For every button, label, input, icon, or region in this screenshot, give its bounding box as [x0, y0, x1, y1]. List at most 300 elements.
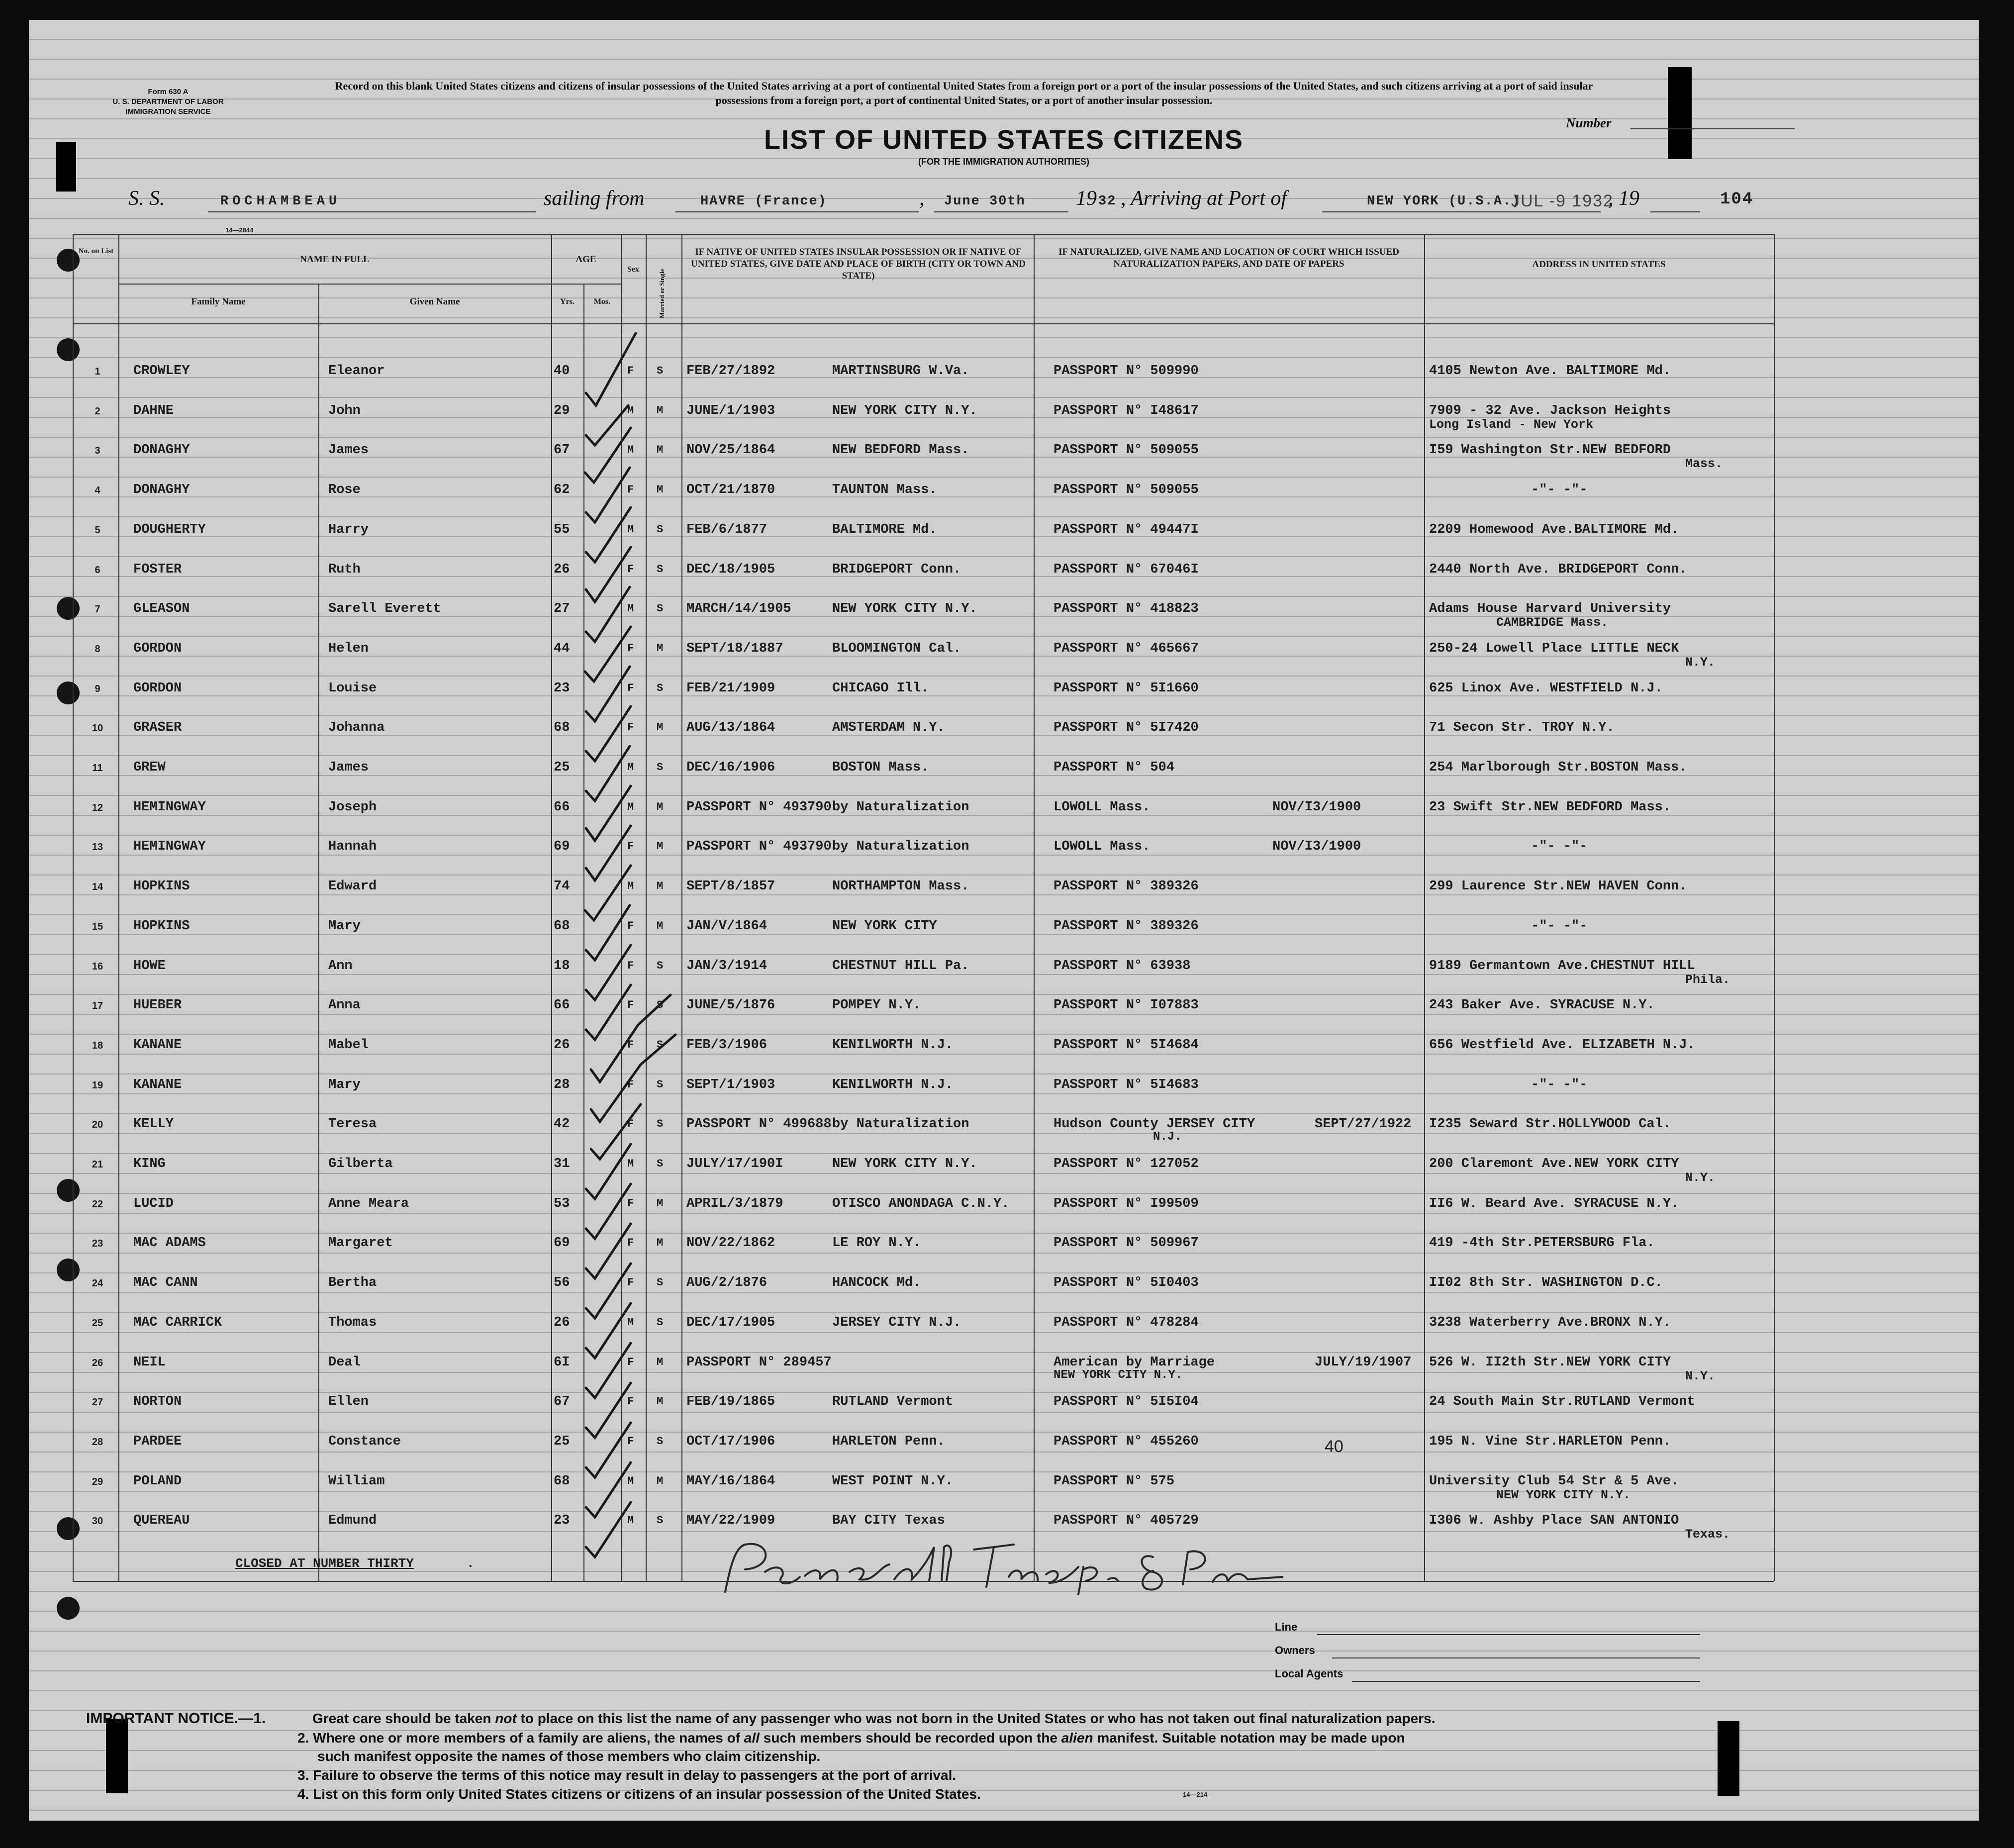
row-number: 11 [92, 763, 103, 774]
birth-place: by Naturalization [832, 799, 969, 815]
family-name: LUCID [133, 1196, 174, 1211]
given-name: Harry [328, 522, 369, 537]
address-line-1: I306 W. Ashby Place SAN ANTONIO [1429, 1513, 1679, 1529]
given-name: William [328, 1473, 385, 1489]
naturalization: PASSPORT N° 5I4683 [1054, 1077, 1199, 1092]
naturalization: LOWOLL Mass. [1054, 839, 1151, 855]
important-notice-heading: IMPORTANT NOTICE.—1. [86, 1710, 266, 1727]
birth-place: NEW YORK CITY N.Y. [832, 1157, 977, 1171]
family-name: HOPKINS [133, 918, 190, 934]
address-line-1: University Club 54 Str & 5 Ave. [1429, 1473, 1679, 1489]
age-years: 18 [554, 958, 570, 973]
sex: F [627, 1237, 634, 1250]
naturalization: American by Marriage [1054, 1355, 1215, 1370]
family-name: QUEREAU [133, 1513, 190, 1529]
table-top-border [73, 234, 1774, 235]
row-number: 25 [92, 1317, 103, 1329]
naturalization-line-2: N.J. [1153, 1130, 1182, 1144]
address-line-1: 2440 North Ave. BRIDGEPORT Conn. [1429, 562, 1687, 577]
sex: M [627, 404, 634, 417]
married-single: S [657, 1316, 664, 1329]
naturalization: PASSPORT N° 509990 [1054, 364, 1199, 379]
given-name: Constance [328, 1434, 401, 1449]
birth-place: CHICAGO Ill. [832, 681, 929, 696]
header-address: ADDRESS IN UNITED STATES [1532, 259, 1666, 270]
sex: F [627, 681, 634, 694]
row-number: 13 [92, 842, 103, 853]
birth-date: JAN/V/1864 [686, 918, 767, 934]
line-field-line [1317, 1634, 1700, 1635]
married-single: S [657, 1158, 664, 1170]
birth-date: DEC/16/1906 [686, 760, 775, 775]
row-number: 1 [95, 366, 100, 377]
age-years: 68 [554, 1473, 570, 1489]
family-name: MAC ADAMS [133, 1236, 206, 1251]
col-divider [1774, 234, 1775, 1581]
married-single: S [657, 1038, 664, 1051]
birth-date: FEB/27/1892 [686, 364, 775, 379]
address-line-1: 526 W. II2th Str.NEW YORK CITY [1429, 1355, 1671, 1370]
age-years: 23 [554, 1513, 570, 1529]
address-line-1: -"- -"- [1531, 1077, 1588, 1092]
address-line-2: Texas. [1685, 1527, 1730, 1542]
sex: F [627, 484, 634, 496]
birth-place: NEW BEDFORD Mass. [832, 443, 969, 458]
notice-item-1: Great care should be taken not to place on this list the name of any passenger who was not born in the United States or who has not taken out final naturalization papers. [312, 1711, 1436, 1726]
address-line-1: 243 Baker Ave. SYRACUSE N.Y. [1429, 998, 1655, 1013]
row-number: 12 [92, 802, 103, 813]
header-married-single: Married or Single [658, 269, 666, 318]
married-single: M [657, 1474, 664, 1487]
married-single: M [657, 484, 664, 496]
naturalization: PASSPORT N° 455260 [1054, 1434, 1199, 1449]
age-years: 66 [554, 799, 570, 815]
birth-place: OTISCO ANONDAGA C.N.Y. [832, 1196, 1010, 1211]
birth-place: by Naturalization [832, 1117, 969, 1132]
sex: F [627, 1118, 634, 1131]
birth-place: LE ROY N.Y. [832, 1236, 921, 1251]
given-name: Teresa [328, 1117, 377, 1132]
age-years: 25 [554, 1434, 570, 1449]
sex: F [627, 1197, 634, 1210]
birth-place: BOSTON Mass. [832, 760, 929, 775]
address-line-1: II6 W. Beard Ave. SYRACUSE N.Y. [1429, 1196, 1679, 1211]
family-name: HEMINGWAY [133, 839, 206, 855]
naturalization: PASSPORT N° 509967 [1054, 1236, 1199, 1251]
naturalization: PASSPORT N° 127052 [1054, 1157, 1199, 1171]
address-line-1: 71 Secon Str. TROY N.Y. [1429, 720, 1615, 736]
birth-date: JULY/17/190I [686, 1157, 783, 1171]
age-years: 56 [554, 1275, 570, 1291]
address-line-1: 4105 Newton Ave. BALTIMORE Md. [1429, 364, 1671, 379]
married-single: S [657, 1118, 664, 1131]
family-name: DONAGHY [133, 483, 190, 498]
married-single: M [657, 721, 664, 734]
address-line-1: -"- -"- [1531, 839, 1588, 855]
address-line-2: NEW YORK CITY N.Y. [1496, 1487, 1631, 1502]
sex: M [627, 444, 634, 457]
married-single: M [657, 1395, 664, 1408]
year-suffix: 32 [1098, 194, 1117, 209]
sex: F [627, 1276, 634, 1289]
sex: F [627, 563, 634, 576]
birth-date: FEB/19/1865 [686, 1394, 775, 1410]
local-agents-label: Local Agents [1275, 1667, 1343, 1680]
married-single: M [657, 1197, 664, 1210]
port-from: HAVRE (France) [700, 194, 827, 209]
naturalization: PASSPORT N° 509055 [1054, 483, 1199, 498]
naturalization-date: SEPT/27/1922 [1315, 1117, 1412, 1132]
family-name: HUEBER [133, 998, 182, 1013]
line-label: Line [1275, 1621, 1298, 1633]
sex: F [627, 959, 634, 972]
birth-date: SEPT/18/1887 [686, 641, 783, 656]
age-years: 28 [554, 1077, 570, 1092]
age-years: 26 [554, 1037, 570, 1053]
header-name-in-full: NAME IN FULL [300, 254, 370, 265]
given-name: Ruth [328, 562, 361, 577]
arriving-label: , Arriving at Port of [1121, 187, 1287, 210]
married-single: M [657, 840, 664, 853]
birth-place: NORTHAMPTON Mass. [832, 879, 969, 894]
age-years: 31 [554, 1157, 570, 1171]
birth-date: PASSPORT N° 493790 [686, 839, 832, 855]
naturalization: PASSPORT N° I99509 [1054, 1196, 1199, 1211]
naturalization: LOWOLL Mass. [1054, 799, 1151, 815]
age-years: 26 [554, 562, 570, 577]
birth-place: CHESTNUT HILL Pa. [832, 958, 969, 973]
header-given-name: Given Name [409, 296, 460, 307]
age-years: 67 [554, 1394, 570, 1410]
ship-underline [208, 211, 536, 212]
family-name: KELLY [133, 1117, 174, 1132]
birth-date: AUG/13/1864 [686, 720, 775, 736]
address-line-2: N.Y. [1685, 1170, 1716, 1185]
closed-suffix: . [467, 1556, 475, 1571]
sex: F [627, 919, 634, 932]
header-sex: Sex [627, 265, 639, 274]
row-number: 9 [95, 683, 100, 694]
row-number: 26 [92, 1357, 103, 1368]
naturalization: PASSPORT N° 63938 [1054, 958, 1191, 973]
sex: M [627, 1514, 634, 1527]
family-name: GORDON [133, 641, 182, 656]
married-single: S [657, 761, 664, 774]
birth-place: HARLETON Penn. [832, 1434, 945, 1449]
sex: F [627, 642, 634, 655]
col-divider [1034, 234, 1035, 1581]
sailing-label: sailing from [544, 187, 645, 210]
family-name: GREW [133, 760, 166, 775]
birth-date: NOV/22/1862 [686, 1236, 775, 1251]
row-number: 8 [95, 643, 100, 655]
sex: F [627, 1395, 634, 1408]
address-line-1: 7909 - 32 Ave. Jackson Heights [1429, 403, 1671, 418]
year-prefix: 19 [1076, 187, 1097, 210]
binder-hole [57, 338, 80, 361]
naturalization: PASSPORT N° 575 [1054, 1473, 1175, 1489]
age-years: 23 [554, 681, 570, 696]
family-name: KANANE [133, 1077, 182, 1092]
given-name: Hannah [328, 839, 377, 855]
naturalization: PASSPORT N° I07883 [1054, 998, 1199, 1013]
address-line-1: I235 Seward Str.HOLLYWOOD Cal. [1429, 1117, 1671, 1132]
sex: M [627, 1158, 634, 1170]
given-name: Joseph [328, 799, 377, 815]
row-number: 4 [95, 485, 100, 496]
address-line-2: CAMBRIDGE Mass. [1496, 615, 1609, 630]
naturalization: PASSPORT N° 504 [1054, 760, 1175, 775]
birth-place: POMPEY N.Y. [832, 998, 921, 1013]
family-name: GLEASON [133, 601, 190, 617]
birth-place: NEW YORK CITY [832, 918, 937, 934]
birth-date: FEB/6/1877 [686, 522, 767, 537]
age-years: 27 [554, 601, 570, 617]
naturalization-date: NOV/I3/1900 [1272, 799, 1361, 815]
col-divider [318, 284, 319, 1581]
naturalization: PASSPORT N° 389326 [1054, 918, 1199, 934]
row-number: 23 [92, 1238, 103, 1250]
given-name: Anna [328, 998, 361, 1013]
sex: F [627, 1356, 634, 1368]
naturalization-date: JULY/19/1907 [1315, 1355, 1412, 1370]
family-name: KING [133, 1157, 166, 1171]
form-code-bottom: 14—214 [1183, 1791, 1208, 1798]
age-years: 69 [554, 1236, 570, 1251]
header-mos: Mos. [593, 297, 611, 306]
arrival-stamp: JUL -9 1932 [1511, 192, 1614, 210]
naturalization: PASSPORT N° 49447I [1054, 522, 1199, 537]
birth-date: PASSPORT N° 289457 [686, 1355, 832, 1370]
row-number: 10 [92, 723, 103, 734]
age-years: 62 [554, 483, 570, 498]
naturalization: PASSPORT N° 405729 [1054, 1513, 1199, 1529]
birth-date: PASSPORT N° 493790 [686, 799, 832, 815]
sex: F [627, 365, 634, 377]
port-to-underline [1322, 211, 1601, 212]
naturalization: PASSPORT N° I48617 [1054, 403, 1199, 418]
address-line-2: Mass. [1685, 457, 1723, 472]
header-naturalized: IF NATURALIZED, GIVE NAME AND LOCATION OF COURT WHICH ISSUED NATURALIZATION PAPERS, AND DATE OF PAPERS [1058, 247, 1399, 269]
age-years: 68 [554, 720, 570, 736]
married-single: S [657, 365, 664, 377]
given-name: Helen [328, 641, 369, 656]
age-years: 42 [554, 1117, 570, 1132]
given-name: Anne Meara [328, 1196, 409, 1211]
address-line-1: -"- -"- [1531, 918, 1588, 934]
birth-place: RUTLAND Vermont [832, 1394, 954, 1410]
closed-at-number: CLOSED AT NUMBER THIRTY [235, 1556, 414, 1571]
birth-date: APRIL/3/1879 [686, 1196, 783, 1211]
sex: M [627, 1474, 634, 1487]
sex: M [627, 523, 634, 536]
row-number: 14 [92, 881, 103, 893]
birth-date: OCT/17/1906 [686, 1434, 775, 1449]
sailing-date: June 30th [944, 194, 1026, 209]
year2-prefix: , 19 [1608, 187, 1639, 210]
row-number: 30 [92, 1516, 103, 1527]
row-number: 7 [95, 604, 100, 615]
birth-place: MARTINSBURG W.Va. [832, 364, 969, 379]
birth-place: BLOOMINGTON Cal. [832, 641, 961, 656]
address-line-1: 3238 Waterberry Ave.BRONX N.Y. [1429, 1315, 1671, 1330]
family-name: KANANE [133, 1037, 182, 1053]
row-number: 27 [92, 1397, 103, 1408]
naturalization: Hudson County JERSEY CITY [1054, 1117, 1255, 1132]
header-family-name: Family Name [191, 296, 246, 307]
birth-date: JAN/3/1914 [686, 958, 767, 973]
birth-date: NOV/25/1864 [686, 443, 775, 458]
married-single: M [657, 404, 664, 417]
year2-underline [1650, 211, 1700, 212]
local-agents-field-line [1352, 1681, 1700, 1682]
birth-date: SEPT/8/1857 [686, 879, 775, 894]
family-name: GRASER [133, 720, 182, 736]
naturalization: PASSPORT N° 5I0403 [1054, 1275, 1199, 1291]
address-line-1: 195 N. Vine Str.HARLETON Penn. [1429, 1434, 1671, 1449]
address-line-1: 24 South Main Str.RUTLAND Vermont [1429, 1394, 1695, 1410]
age-years: 53 [554, 1196, 570, 1211]
birth-place: HANCOCK Md. [832, 1275, 921, 1291]
row-number: 28 [92, 1436, 103, 1448]
birth-date: FEB/3/1906 [686, 1037, 767, 1053]
age-years: 66 [554, 998, 570, 1013]
header-no-on-list: No. on List [78, 247, 114, 255]
row-number: 15 [92, 921, 103, 932]
married-single: S [657, 959, 664, 972]
given-name: Thomas [328, 1315, 377, 1330]
row-number: 3 [95, 445, 100, 457]
birth-place: KENILWORTH N.J. [832, 1077, 954, 1092]
age-years: 69 [554, 839, 570, 855]
comma: , [919, 187, 925, 210]
married-single: S [657, 602, 664, 615]
naturalization: PASSPORT N° 509055 [1054, 443, 1199, 458]
sex: M [627, 602, 634, 615]
birth-date: MAY/16/1864 [686, 1473, 775, 1489]
col-divider [73, 234, 74, 1581]
row-number: 24 [92, 1278, 103, 1289]
row-number: 16 [92, 961, 103, 972]
age-years: 25 [554, 760, 570, 775]
header-yrs: Yrs. [560, 297, 575, 306]
naturalization: PASSPORT N° 5I7420 [1054, 720, 1199, 736]
address-line-2: N.Y. [1685, 1368, 1716, 1383]
address-line-1: 254 Marlborough Str.BOSTON Mass. [1429, 760, 1687, 775]
row-number: 5 [95, 524, 100, 536]
owners-field-line [1332, 1657, 1700, 1658]
married-single: M [657, 1237, 664, 1250]
address-line-1: 23 Swift Str.NEW BEDFORD Mass. [1429, 799, 1671, 815]
naturalization: PASSPORT N° 5I1660 [1054, 681, 1199, 696]
family-name: NEIL [133, 1355, 166, 1370]
birth-date: MAY/22/1909 [686, 1513, 775, 1529]
given-name: Ellen [328, 1394, 369, 1410]
married-single: S [657, 1276, 664, 1289]
family-name: MAC CANN [133, 1275, 198, 1291]
row-number: 21 [92, 1159, 103, 1170]
family-name: NORTON [133, 1394, 182, 1410]
notice-item-3: 3. Failure to observe the terms of this notice may result in delay to passengers at the port of arrival. [297, 1767, 957, 1783]
naturalization: PASSPORT N° 418823 [1054, 601, 1199, 617]
notice-item-2-continued: such manifest opposite the names of those members who claim citizenship. [317, 1749, 821, 1764]
address-line-1: 656 Westfield Ave. ELIZABETH N.J. [1429, 1037, 1695, 1053]
sex: F [627, 999, 634, 1012]
birth-date: MARCH/14/1905 [686, 601, 791, 617]
film-mark [106, 1719, 128, 1793]
birth-place: AMSTERDAM N.Y. [832, 720, 945, 736]
married-single: M [657, 880, 664, 893]
address-line-1: II02 8th Str. WASHINGTON D.C. [1429, 1275, 1663, 1291]
married-single: S [657, 1435, 664, 1448]
given-name: James [328, 760, 369, 775]
birth-place: WEST POINT N.Y. [832, 1473, 954, 1489]
row-number: 18 [92, 1040, 103, 1051]
birth-place: KENILWORTH N.J. [832, 1037, 954, 1053]
inspector-signature [715, 1537, 1287, 1597]
address-line-1: I59 Washington Str.NEW BEDFORD [1429, 443, 1671, 458]
sex: M [627, 880, 634, 893]
address-line-1: 250-24 Lowell Place LITTLE NECK [1429, 641, 1679, 656]
married-single: M [657, 800, 664, 813]
row-number: 17 [92, 1000, 103, 1012]
birth-date: JUNE/1/1903 [686, 403, 775, 418]
address-line-1: Adams House Harvard University [1429, 601, 1671, 617]
owners-label: Owners [1275, 1644, 1315, 1656]
birth-place: NEW YORK CITY N.Y. [832, 403, 977, 418]
given-name: Sarell Everett [328, 601, 441, 617]
sex: F [627, 721, 634, 734]
row-number: 22 [92, 1198, 103, 1210]
naturalization-date: NOV/I3/1900 [1272, 839, 1361, 855]
birth-place: JERSEY CITY N.J. [832, 1315, 961, 1330]
married-single: S [657, 523, 664, 536]
name-subheader-line [118, 284, 551, 285]
naturalization: PASSPORT N° 478284 [1054, 1315, 1199, 1330]
family-name: CROWLEY [133, 364, 190, 379]
married-single: M [657, 919, 664, 932]
sex: M [627, 761, 634, 774]
col-divider [118, 234, 119, 1581]
page-subtitle: (FOR THE IMMIGRATION AUTHORITIES) [918, 157, 1089, 167]
row-number: 2 [95, 405, 100, 417]
sex: M [627, 800, 634, 813]
family-name: MAC CARRICK [133, 1315, 222, 1330]
date-underline [934, 211, 1068, 212]
family-name: DONAGHY [133, 443, 190, 458]
address-line-2: Phila. [1685, 972, 1730, 987]
married-single: M [657, 1356, 664, 1368]
family-name: GORDON [133, 681, 182, 696]
given-name: Margaret [328, 1236, 393, 1251]
address-line-1: 200 Claremont Ave.NEW YORK CITY [1429, 1157, 1679, 1171]
age-years: 40 [554, 364, 570, 379]
given-name: Ann [328, 958, 353, 973]
number-label: Number [1566, 115, 1612, 130]
married-single: S [657, 681, 664, 694]
age-years: 6I [554, 1355, 570, 1370]
notice-item-2: 2. Where one or more members of a family are aliens, the names of all such members should be recorded upon the alien manifest. Suitable notation may be made upon [297, 1730, 1405, 1746]
birth-place: by Naturalization [832, 839, 969, 855]
header-bottom-border [73, 323, 1774, 324]
manifest-sheet [29, 20, 1979, 1821]
address-line-2: Long Island - New York [1429, 417, 1594, 432]
given-name: Bertha [328, 1275, 377, 1291]
age-years: 29 [554, 403, 570, 418]
row-number: 19 [92, 1079, 103, 1091]
given-name: Mabel [328, 1037, 369, 1053]
birth-date: OCT/21/1870 [686, 483, 775, 498]
